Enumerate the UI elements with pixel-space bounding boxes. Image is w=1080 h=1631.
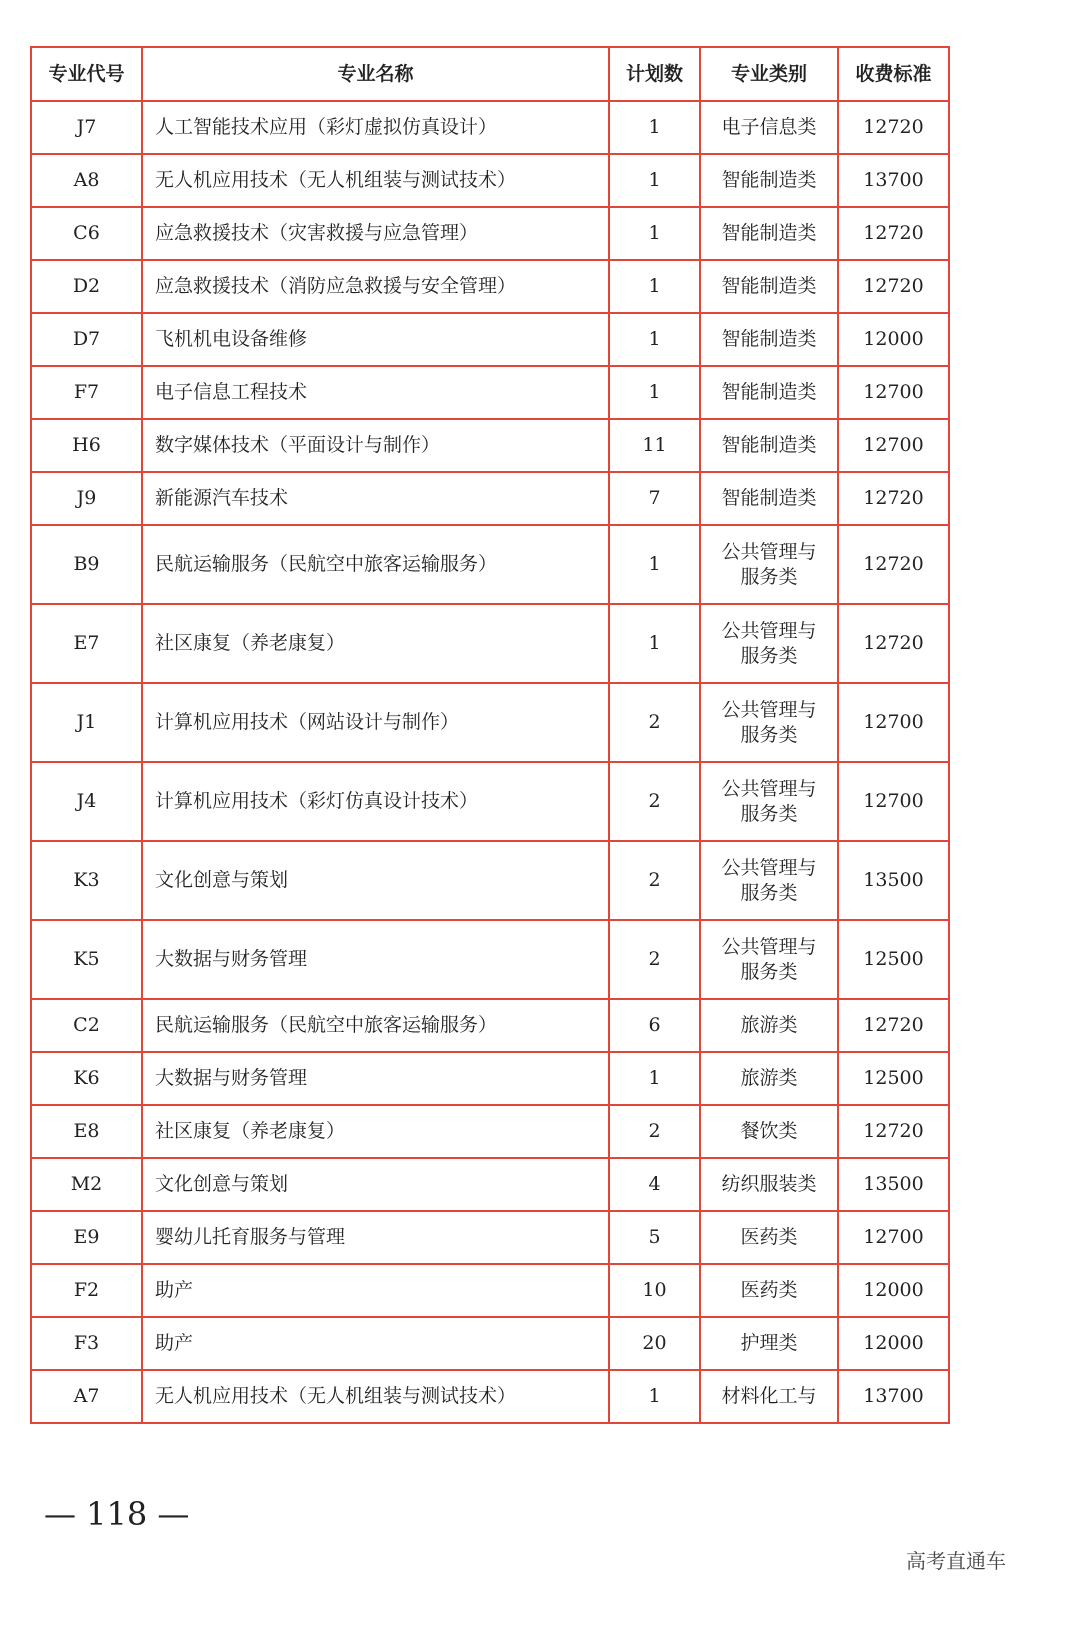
- cell-category: 公共管理与 服务类: [700, 604, 838, 683]
- cell-name: 助产: [142, 1317, 609, 1370]
- cell-code: A8: [31, 154, 142, 207]
- cell-name: 大数据与财务管理: [142, 920, 609, 999]
- table-row: [31, 1158, 949, 1211]
- cell-plan: 1: [609, 525, 700, 604]
- cell-name: 计算机应用技术（网站设计与制作）: [142, 683, 609, 762]
- cell-fee: 12500: [838, 1052, 949, 1105]
- cell-category: 智能制造类: [700, 366, 838, 419]
- cell-category: 智能制造类: [700, 313, 838, 366]
- cell-name: 大数据与财务管理: [142, 1052, 609, 1105]
- cell-name: 社区康复（养老康复）: [142, 1105, 609, 1158]
- cell-plan: 2: [609, 1105, 700, 1158]
- table-row: [31, 1370, 949, 1423]
- cell-code: H6: [31, 419, 142, 472]
- cell-plan: 2: [609, 683, 700, 762]
- header-name: 专业名称: [142, 47, 609, 101]
- cell-fee: 12000: [838, 313, 949, 366]
- table-row: [31, 683, 949, 762]
- cell-fee: 12500: [838, 920, 949, 999]
- cell-code: C6: [31, 207, 142, 260]
- cell-category: 智能制造类: [700, 154, 838, 207]
- cell-name: 应急救援技术（消防应急救援与安全管理）: [142, 260, 609, 313]
- cell-category: 智能制造类: [700, 419, 838, 472]
- cell-category: 餐饮类: [700, 1105, 838, 1158]
- cell-plan: 1: [609, 366, 700, 419]
- table-row: [31, 419, 949, 472]
- cell-plan: 1: [609, 1052, 700, 1105]
- cell-plan: 1: [609, 313, 700, 366]
- cell-plan: 7: [609, 472, 700, 525]
- cell-code: A7: [31, 1370, 142, 1423]
- cell-plan: 1: [609, 260, 700, 313]
- cell-code: E9: [31, 1211, 142, 1264]
- cell-plan: 4: [609, 1158, 700, 1211]
- header-plan: 计划数: [609, 47, 700, 101]
- cell-fee: 12700: [838, 683, 949, 762]
- cell-name: 文化创意与策划: [142, 841, 609, 920]
- cell-category: 公共管理与 服务类: [700, 920, 838, 999]
- table-row: [31, 1052, 949, 1105]
- cell-code: K6: [31, 1052, 142, 1105]
- cell-name: 社区康复（养老康复）: [142, 604, 609, 683]
- cell-name: 民航运输服务（民航空中旅客运输服务）: [142, 525, 609, 604]
- cell-fee: 13700: [838, 1370, 949, 1423]
- cell-fee: 12700: [838, 1211, 949, 1264]
- cell-name: 计算机应用技术（彩灯仿真设计技术）: [142, 762, 609, 841]
- cell-code: B9: [31, 525, 142, 604]
- table-row: [31, 604, 949, 683]
- cell-code: C2: [31, 999, 142, 1052]
- cell-code: E8: [31, 1105, 142, 1158]
- cell-code: J1: [31, 683, 142, 762]
- cell-plan: 1: [609, 207, 700, 260]
- cell-code: D7: [31, 313, 142, 366]
- cell-category: 纺织服装类: [700, 1158, 838, 1211]
- table-row: [31, 366, 949, 419]
- cell-category: 智能制造类: [700, 472, 838, 525]
- table-row: [31, 1264, 949, 1317]
- cell-plan: 6: [609, 999, 700, 1052]
- table-row: [31, 1317, 949, 1370]
- cell-category: 智能制造类: [700, 260, 838, 313]
- table-row: [31, 207, 949, 260]
- cell-plan: 1: [609, 101, 700, 154]
- cell-plan: 1: [609, 1370, 700, 1423]
- cell-name: 民航运输服务（民航空中旅客运输服务）: [142, 999, 609, 1052]
- cell-fee: 12700: [838, 366, 949, 419]
- cell-fee: 13700: [838, 154, 949, 207]
- cell-name: 无人机应用技术（无人机组装与测试技术）: [142, 154, 609, 207]
- cell-code: D2: [31, 260, 142, 313]
- cell-plan: 5: [609, 1211, 700, 1264]
- cell-name: 人工智能技术应用（彩灯虚拟仿真设计）: [142, 101, 609, 154]
- cell-plan: 2: [609, 920, 700, 999]
- cell-fee: 12700: [838, 419, 949, 472]
- table-header-row: [31, 47, 949, 101]
- cell-fee: 12720: [838, 472, 949, 525]
- table-row: [31, 313, 949, 366]
- cell-fee: 12700: [838, 762, 949, 841]
- cell-category: 公共管理与 服务类: [700, 683, 838, 762]
- cell-plan: 20: [609, 1317, 700, 1370]
- header-category: 专业类别: [700, 47, 838, 101]
- table-row: [31, 999, 949, 1052]
- table-row: [31, 762, 949, 841]
- cell-code: F2: [31, 1264, 142, 1317]
- cell-name: 数字媒体技术（平面设计与制作）: [142, 419, 609, 472]
- cell-plan: 11: [609, 419, 700, 472]
- cell-fee: 12720: [838, 101, 949, 154]
- cell-code: K3: [31, 841, 142, 920]
- cell-category: 公共管理与 服务类: [700, 525, 838, 604]
- table-row: [31, 260, 949, 313]
- cell-name: 新能源汽车技术: [142, 472, 609, 525]
- table-row: [31, 841, 949, 920]
- cell-code: J7: [31, 101, 142, 154]
- cell-fee: 12720: [838, 525, 949, 604]
- cell-code: J4: [31, 762, 142, 841]
- cell-plan: 2: [609, 841, 700, 920]
- cell-code: F7: [31, 366, 142, 419]
- cell-name: 文化创意与策划: [142, 1158, 609, 1211]
- cell-category: 旅游类: [700, 1052, 838, 1105]
- header-code: 专业代号: [31, 47, 142, 101]
- cell-plan: 10: [609, 1264, 700, 1317]
- cell-category: 公共管理与 服务类: [700, 841, 838, 920]
- cell-name: 飞机机电设备维修: [142, 313, 609, 366]
- table-row: [31, 525, 949, 604]
- page-number: — 118 —: [44, 1495, 190, 1533]
- table-body: [31, 101, 949, 1423]
- cell-fee: 13500: [838, 1158, 949, 1211]
- cell-plan: 2: [609, 762, 700, 841]
- table-row: [31, 920, 949, 999]
- cell-fee: 12720: [838, 999, 949, 1052]
- header-fee: 收费标准: [838, 47, 949, 101]
- cell-fee: 12000: [838, 1317, 949, 1370]
- cell-name: 应急救援技术（灾害救援与应急管理）: [142, 207, 609, 260]
- cell-fee: 13500: [838, 841, 949, 920]
- cell-category: 护理类: [700, 1317, 838, 1370]
- table-row: [31, 1211, 949, 1264]
- table-row: [31, 154, 949, 207]
- cell-category: 医药类: [700, 1264, 838, 1317]
- cell-plan: 1: [609, 154, 700, 207]
- cell-name: 助产: [142, 1264, 609, 1317]
- cell-code: E7: [31, 604, 142, 683]
- cell-code: F3: [31, 1317, 142, 1370]
- cell-code: J9: [31, 472, 142, 525]
- table-row: [31, 101, 949, 154]
- cell-category: 医药类: [700, 1211, 838, 1264]
- cell-category: 材料化工与: [700, 1370, 838, 1423]
- cell-fee: 12720: [838, 604, 949, 683]
- cell-fee: 12720: [838, 207, 949, 260]
- cell-code: K5: [31, 920, 142, 999]
- cell-plan: 1: [609, 604, 700, 683]
- table-row: [31, 472, 949, 525]
- enrollment-plan-table: [30, 46, 950, 1424]
- cell-category: 智能制造类: [700, 207, 838, 260]
- watermark: 高考直通车: [906, 1549, 1006, 1573]
- cell-category: 公共管理与 服务类: [700, 762, 838, 841]
- cell-category: 电子信息类: [700, 101, 838, 154]
- cell-code: M2: [31, 1158, 142, 1211]
- cell-category: 旅游类: [700, 999, 838, 1052]
- cell-name: 无人机应用技术（无人机组装与测试技术）: [142, 1370, 609, 1423]
- cell-name: 电子信息工程技术: [142, 366, 609, 419]
- cell-fee: 12000: [838, 1264, 949, 1317]
- cell-fee: 12720: [838, 1105, 949, 1158]
- table-row: [31, 1105, 949, 1158]
- cell-name: 婴幼儿托育服务与管理: [142, 1211, 609, 1264]
- cell-fee: 12720: [838, 260, 949, 313]
